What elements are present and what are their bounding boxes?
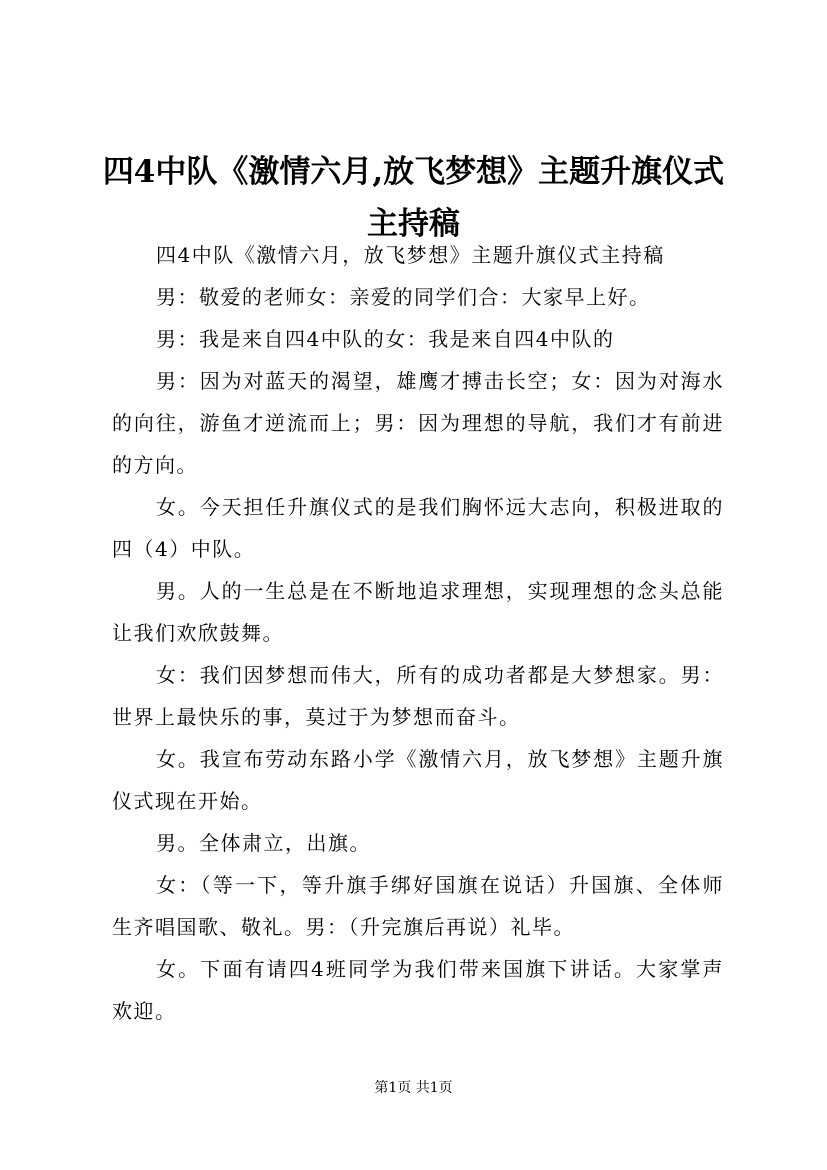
paragraph: 男：我是来自四4中队的女：我是来自四4中队的: [156, 327, 615, 351]
paragraph: 女。下面有请四4班同学为我们带来国旗下讲话。大家掌声欢迎。: [112, 957, 724, 1023]
paragraph: 女：我们因梦想而伟大，所有的成功者都是大梦想家。男：世界上最快乐的事，莫过于为梦想而奋斗。: [112, 663, 724, 729]
page-footer: 第1页 共1页: [374, 1080, 453, 1096]
paragraph: 女：（等一下，等升旗手绑好国旗在说话）升国旗、全体师生齐唱国歌、敬礼。男：（升完旗后再说）礼毕。: [112, 873, 724, 939]
paragraph: 女。我宣布劳动东路小学《激情六月，放飞梦想》主题升旗仪式现在开始。: [112, 747, 724, 813]
paragraph: 男：敬爱的老师女：亲爱的同学们合：大家早上好。: [156, 285, 651, 309]
paragraph: 女。今天担任升旗仪式的是我们胸怀远大志向，积极进取的四（4）中队。: [112, 495, 724, 561]
paragraph: 四4中队《激情六月，放飞梦想》主题升旗仪式主持稿: [156, 243, 665, 267]
paragraph: 男。人的一生总是在不断地追求理想，实现理想的念头总能让我们欢欣鼓舞。: [112, 579, 724, 645]
document-body: [112, 234, 724, 1032]
document-title: 四4中队《激情六月,放飞梦想》主题升旗仪式主持稿: [102, 154, 725, 242]
paragraph: 男：因为对蓝天的渴望，雄鹰才搏击长空；女：因为对海水的向往，游鱼才逆流而上；男：因为理想的导航，我们才有前进的方向。: [112, 369, 724, 477]
paragraph: 男。全体肃立，出旗。: [156, 831, 371, 855]
